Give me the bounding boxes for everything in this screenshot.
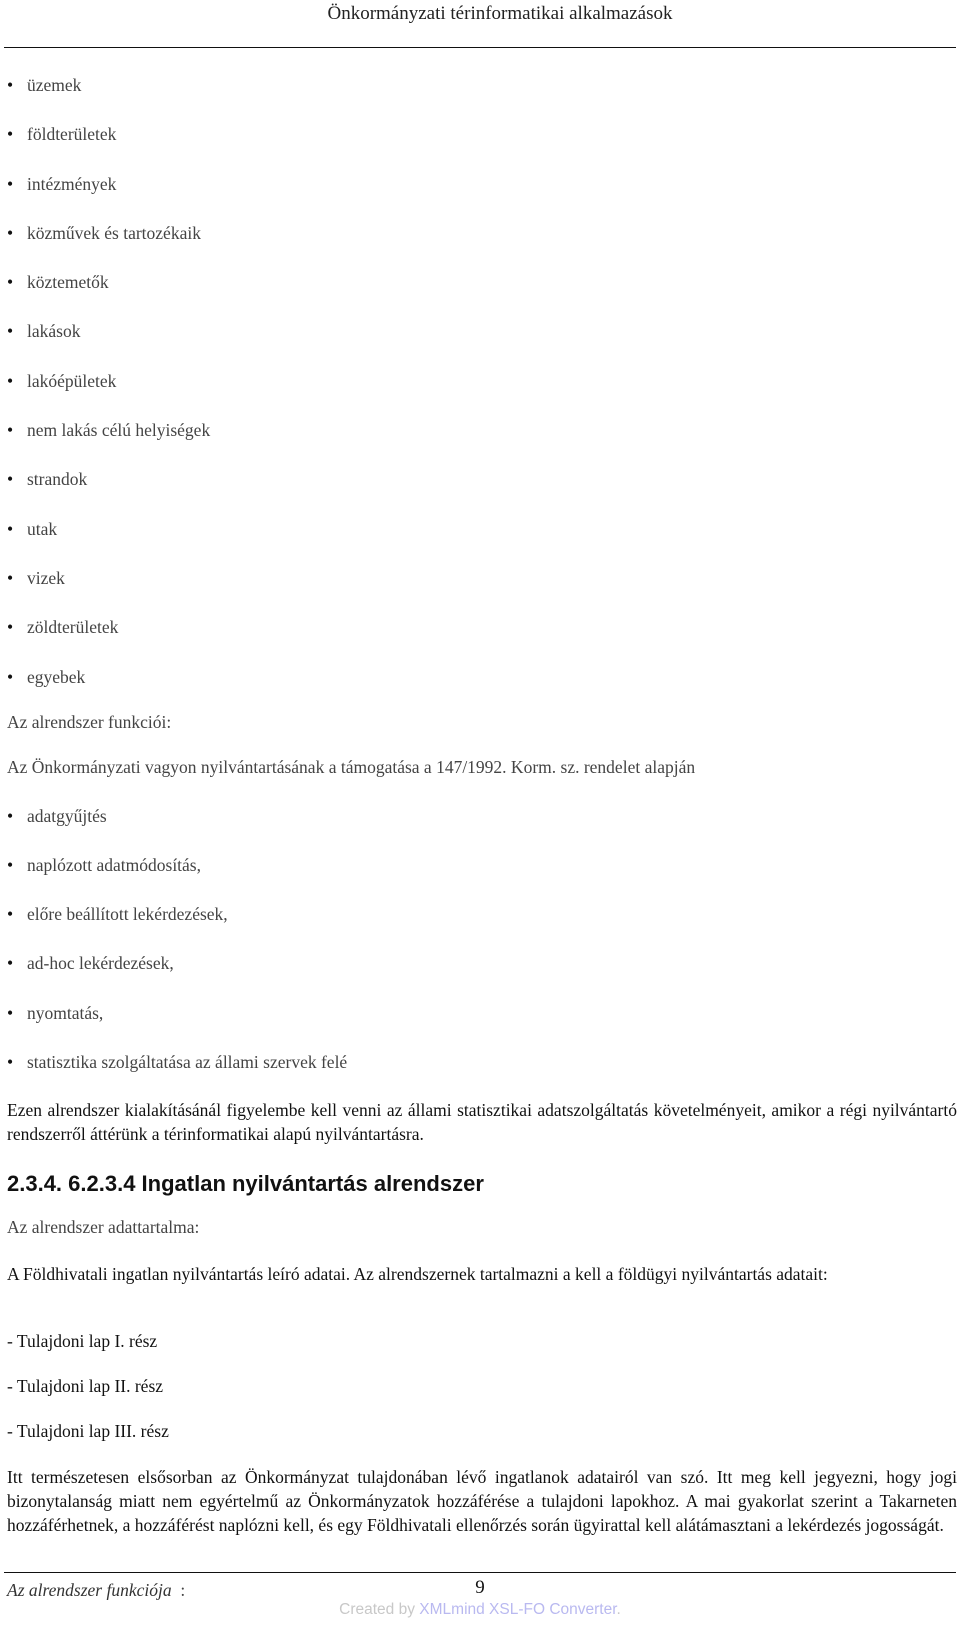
- page-header: [0, 0, 960, 48]
- list-item: • egyebek: [7, 666, 86, 687]
- tulajdoni-lap-2: - Tulajdoni lap II. rész: [7, 1375, 164, 1396]
- list-item: • lakások: [7, 321, 81, 342]
- function-list: [7, 805, 957, 1096]
- header-title: Önkormányzati térinformatikai alkalmazások: [327, 3, 673, 24]
- created-prefix: Created by: [339, 1601, 420, 1618]
- created-suffix: .: [616, 1601, 621, 1618]
- statistics-paragraph: Ezen alrendszer kialakításánál figyelembe kell venni az állami statisztikai adatszolgáltatás követelményeit, amikor a régi nyilvántartó rendszerről áttérünk a térinformatikai alapú nyilvántartásra.: [7, 1099, 957, 1144]
- tulajdoni-lap-3: - Tulajdoni lap III. rész: [7, 1420, 169, 1441]
- header-rule: [4, 47, 956, 48]
- page-number: 9: [475, 1577, 485, 1598]
- list-item: • vizek: [7, 567, 65, 588]
- list-item: • előre beállított lekérdezések,: [7, 904, 228, 925]
- facility-list: [7, 74, 957, 711]
- list-item: • közművek és tartozékaik: [7, 222, 201, 243]
- list-item: • nem lakás célú helyiségek: [7, 420, 211, 441]
- list-item: • adatgyűjtés: [7, 805, 107, 826]
- tulajdoni-lap-1: - Tulajdoni lap I. rész: [7, 1330, 158, 1351]
- access-paragraph: Itt természetesen elsősorban az Önkormányzat tulajdonában lévő ingatlanok adatairól van szó. Itt meg kell jegyezni, hogy jogi bizonytalanság miatt nem egyértelmű az Önkormányzatok hozzáférése a tulajdoni lapokhoz. A mai gyakorlat szerint a Takarneten hozzáférhetnek, a hozzáférést naplózni kell, és egy Földhivatali ellenőrzés során ügyirattal kell alátámasztani a lekérdezés jogosságát.: [7, 1466, 957, 1535]
- footer-rule: [4, 1572, 956, 1573]
- section-heading: 2.3.4. 6.2.3.4 Ingatlan nyilvántartás alrendszer: [7, 1170, 484, 1196]
- list-item: • statisztika szolgáltatása az állami szervek felé: [7, 1051, 348, 1072]
- function-colon: :: [180, 1579, 186, 1600]
- list-item: • zöldterületek: [7, 617, 119, 638]
- converter-link[interactable]: XMLmind XSL-FO Converter: [419, 1601, 617, 1618]
- content-label: Az alrendszer adattartalma:: [7, 1216, 200, 1237]
- function-italic-text: Az alrendszer funkciója: [7, 1579, 172, 1600]
- list-item: • utak: [7, 518, 58, 539]
- list-item: • naplózott adatmódosítás,: [7, 855, 201, 876]
- page-content: [7, 70, 957, 1601]
- list-item: • nyomtatás,: [7, 1002, 104, 1023]
- list-item: • strandok: [7, 469, 88, 490]
- list-item: • lakóépületek: [7, 370, 117, 391]
- list-item: • üzemek: [7, 75, 82, 95]
- list-item: • intézmények: [7, 173, 117, 194]
- list-item: • ad-hoc lekérdezések,: [7, 953, 174, 974]
- list-item: • földterületek: [7, 124, 117, 145]
- created-by: [0, 1601, 960, 1619]
- list-item: • köztemetők: [7, 272, 109, 293]
- foldhivatal-paragraph: A Földhivatali ingatlan nyilvántartás leíró adatai. Az alrendszernek tartalmazni a kell a földügyi nyilvántartás adatait:: [7, 1263, 828, 1284]
- functions-label: Az alrendszer funkciói:: [7, 711, 172, 732]
- support-paragraph: Az Önkormányzati vagyon nyilvántartásának a támogatása a 147/1992. Korm. sz. rendelet alapján: [7, 756, 696, 777]
